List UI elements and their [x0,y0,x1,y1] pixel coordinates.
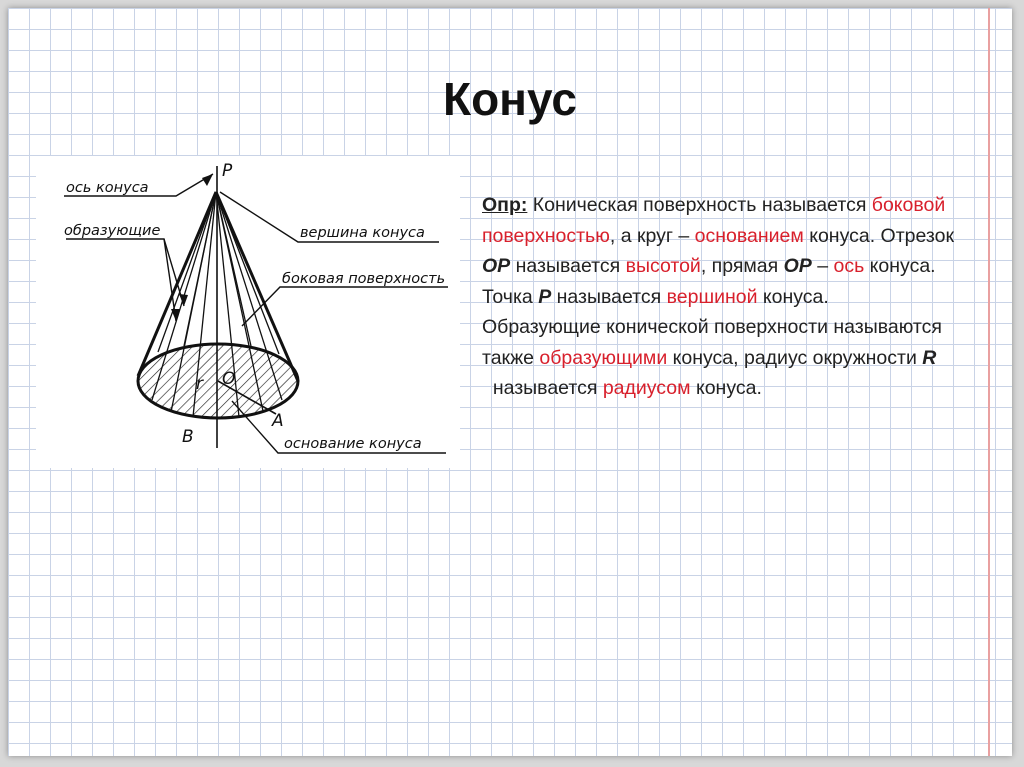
highlight-apex: вершиной [666,285,758,308]
label-point-O: O [222,369,236,389]
highlight-axis: ось [833,255,865,277]
definition-text [482,190,982,404]
axis-arrowhead [202,174,213,186]
text-segment: называется [510,255,626,277]
highlight-lateral-surface: боковой поверхностью [482,194,946,247]
label-radius-r: r [196,374,203,394]
text-segment: Образующие конической поверхности называются также [482,316,942,369]
highlight-base: основанием [694,224,804,247]
label-point-A: A [272,411,284,431]
text-segment: конуса. [757,285,829,308]
label-point-P: P [222,161,233,181]
text-segment: , а круг – [609,224,695,247]
highlight-radius: радиусом [602,377,691,399]
slide-title: Конус [443,73,577,125]
text-segment: конуса. Отрезок [803,224,954,247]
highlight-height: высотой [625,255,701,277]
label-point-B: B [182,427,194,447]
highlight-generators: образующими [539,346,668,369]
label-axis: ось конуса [66,180,149,196]
symbol-OP: OP [783,255,812,277]
text-segment: называется [551,285,667,308]
text-segment: конуса, радиус окружности [667,346,923,369]
text-segment: конуса. Точка [482,255,936,308]
label-base: основание конуса [284,436,422,452]
text-segment: Коническая поверхность называется [527,194,872,216]
text-segment: – [811,255,834,277]
symbol-R: R [922,346,937,369]
symbol-P: P [538,285,552,308]
symbol-OP: OP [482,255,511,277]
text-segment: называется [482,377,603,399]
text-segment: конуса. [690,377,762,399]
label-apex: вершина конуса [300,225,425,241]
cone-diagram [36,156,460,468]
label-generators: образующие [64,223,161,239]
generators-leader [66,239,184,306]
definition-term: Опр: [482,194,528,216]
label-lateral: боковая поверхность [282,271,446,287]
text-segment: , прямая [700,255,784,277]
generators-arrowhead [179,294,188,306]
cone-drawing [36,156,460,468]
slide [8,8,1012,756]
